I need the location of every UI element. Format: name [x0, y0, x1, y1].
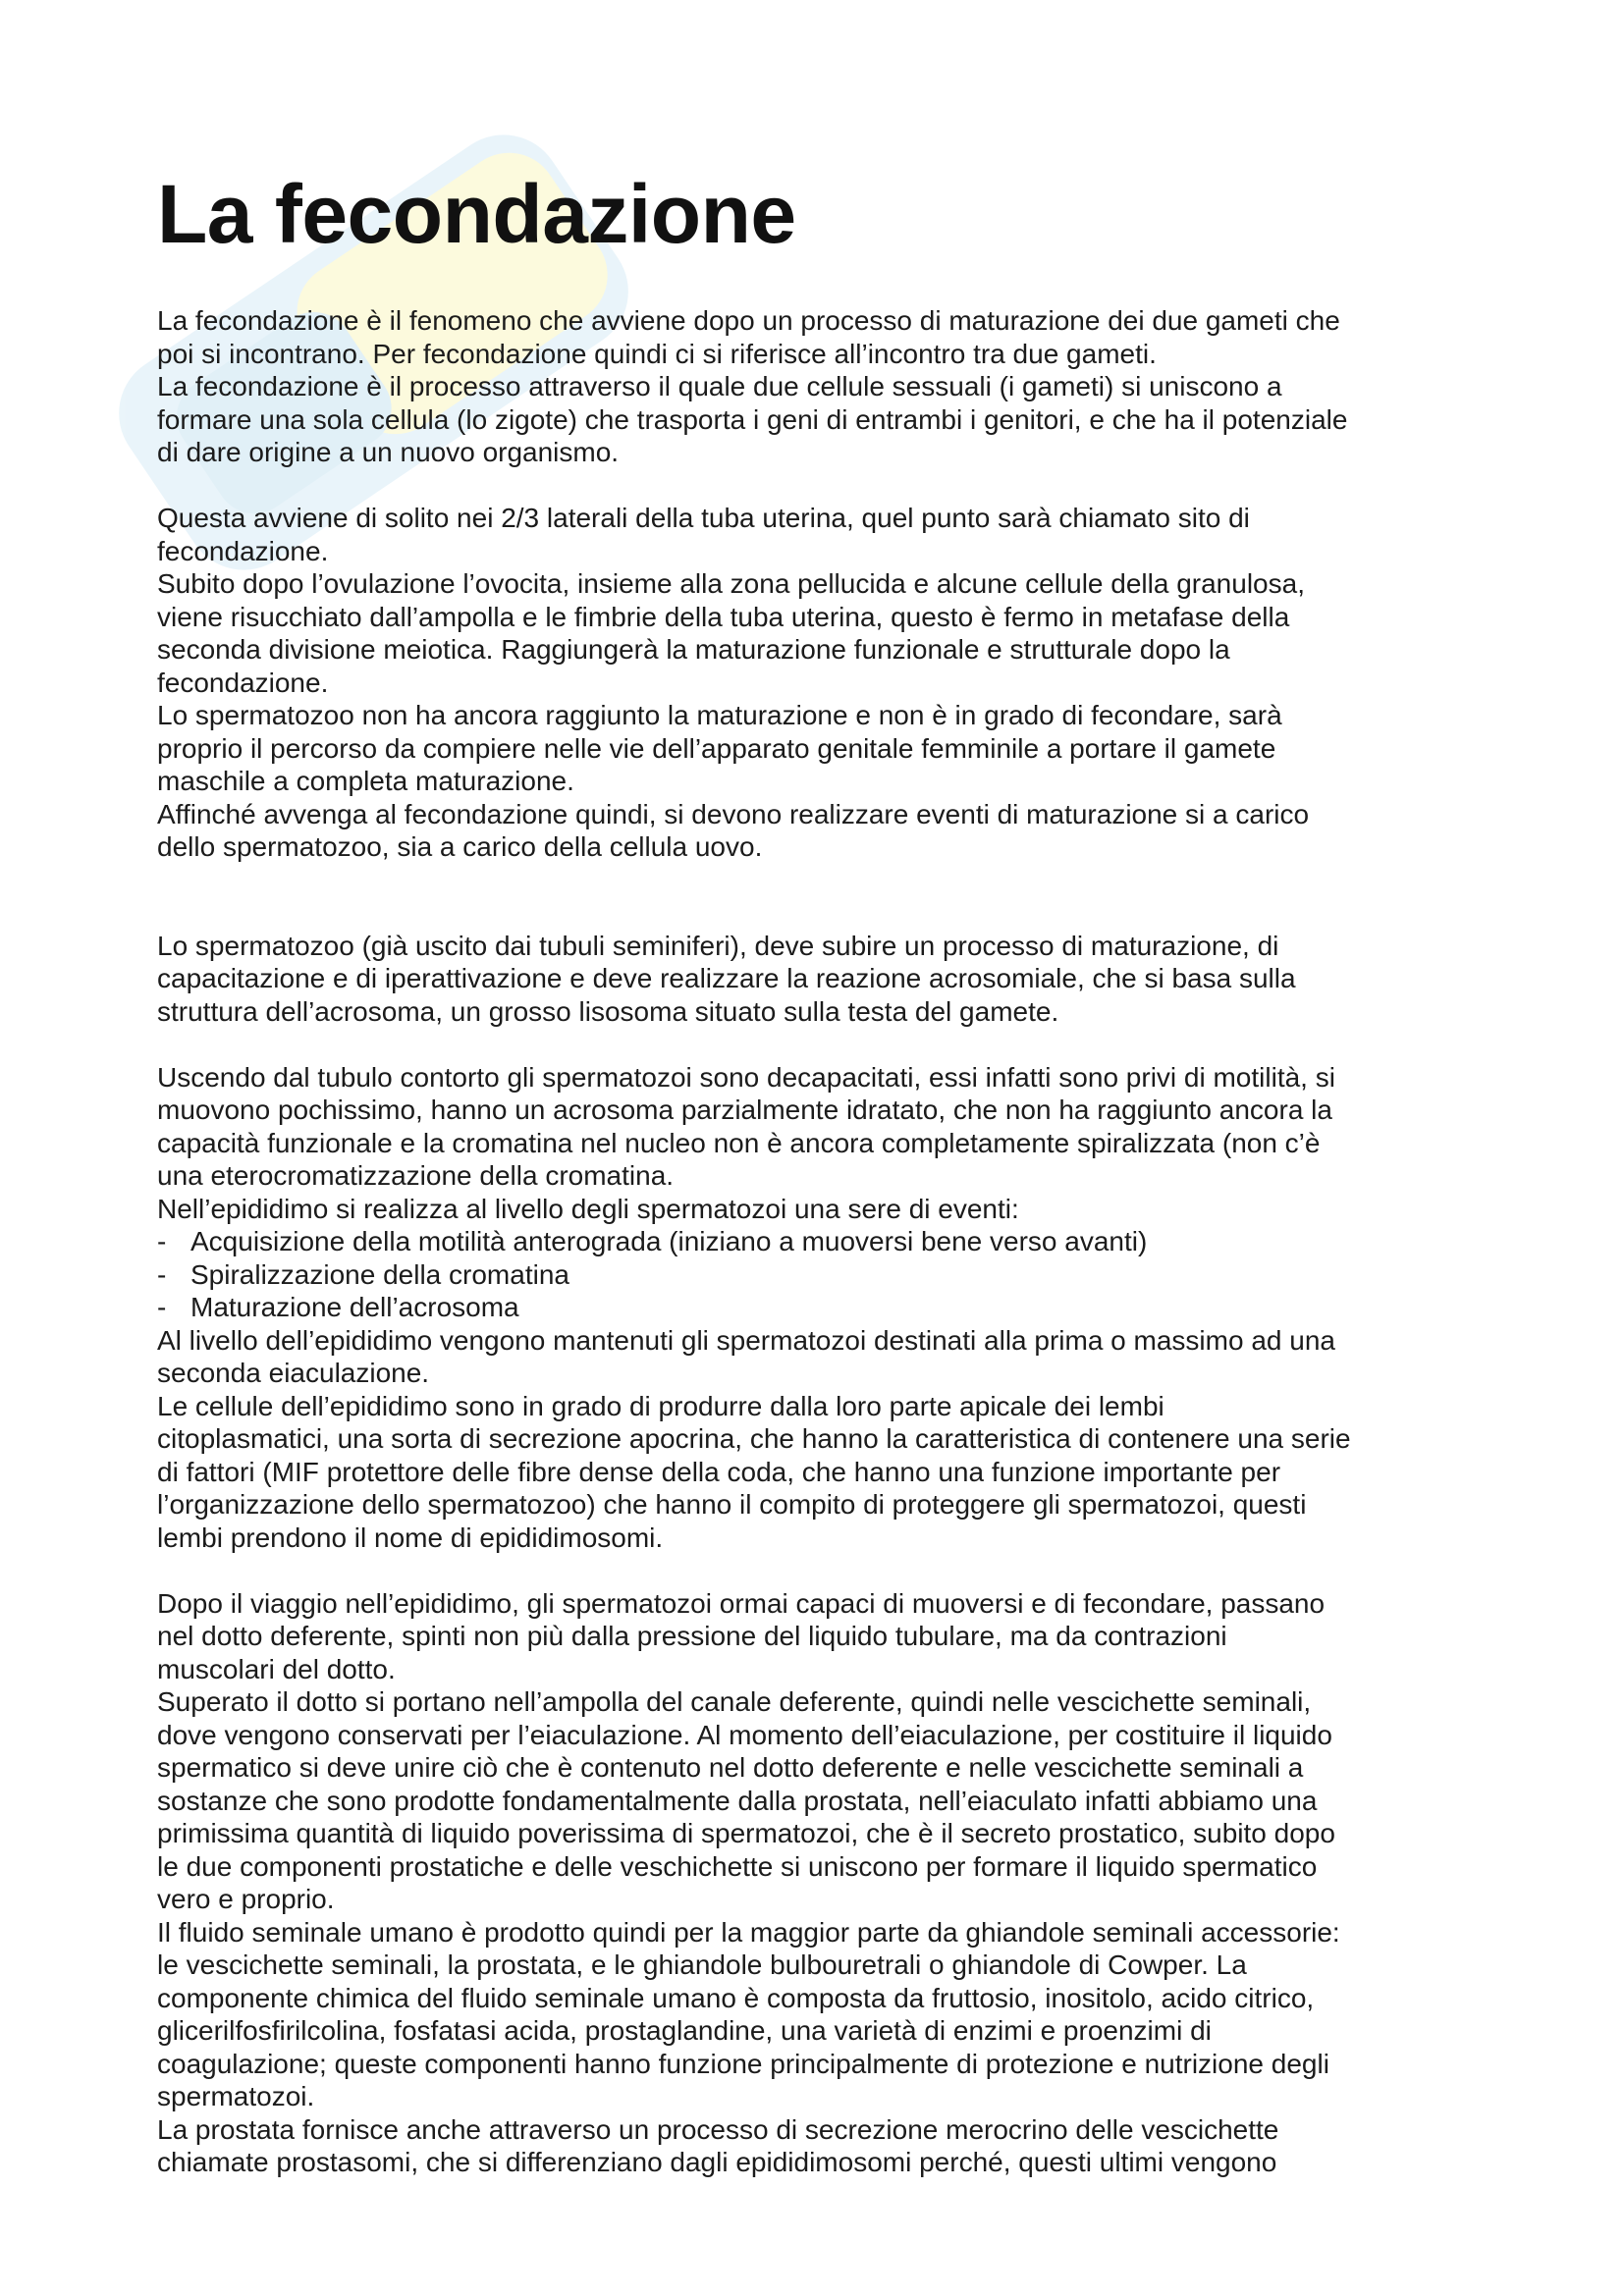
text-line: chiamate prostasomi, che si differenziano dagli epididimosomi perché, questi ultimi vengono [157, 2147, 1277, 2177]
paragraph-2 [157, 502, 1492, 864]
text-line: di dare origine a un nuovo organismo. [157, 437, 620, 467]
text-line: muovono pochissimo, hanno un acrosoma parzialmente idratato, che non ha raggiunto ancora la [157, 1095, 1332, 1125]
text-line: capacitazione e di iperattivazione e deve realizzare la reazione acrosomiale, che si basa sulla [157, 963, 1296, 993]
text-line: glicerilfosfirilcolina, fosfatasi acida, prostaglandine, una varietà di enzimi e proenzimi di [157, 2015, 1212, 2046]
list-item-text: Acquisizione della motilità anterograda (iniziano a muoversi bene verso avanti) [190, 1226, 1148, 1256]
text-line: dello spermatozoo, sia a carico della cellula uovo. [157, 831, 763, 862]
text-line: Al livello dell’epididimo vengono mantenuti gli spermatozoi destinati alla prima o massimo ad una [157, 1324, 1335, 1356]
text-line: La fecondazione è il processo attraverso il quale due cellule sessuali (i gameti) si uniscono a [157, 371, 1282, 401]
text-line: le vescichette seminali, la prostata, e le ghiandole bulbouretrali o ghiandole di Cowper. La [157, 1949, 1247, 1980]
text-line: struttura dell’acrosoma, un grosso lisosoma situato sulla testa del gamete. [157, 995, 1059, 1027]
page-title: La fecondazione [157, 168, 796, 260]
text-line: coagulazione; queste componenti hanno funzione principalmente di protezione e nutrizione degli [157, 2048, 1329, 2079]
text-line: Superato il dotto si portano nell’ampolla del canale deferente, quindi nelle vescichette seminali, [157, 1686, 1312, 1717]
text-line: vero e proprio. [157, 1884, 335, 1914]
list-item-text: Spiralizzazione della cromatina [190, 1258, 569, 1290]
text-line: citoplasmatici, una sorta di secrezione apocrina, che hanno la caratteristica di contenere una serie [157, 1423, 1351, 1454]
text-line: di fattori (MIF protettore delle fibre dense della coda, che hanno una funzione importante per [157, 1456, 1281, 1487]
list-item [157, 1258, 1492, 1292]
bullet-dash: - [157, 1226, 167, 1256]
text-line: capacità funzionale e la cromatina nel nucleo non è ancora completamente spiralizzata (non c’è [157, 1127, 1321, 1158]
bullet-dash: - [157, 1258, 167, 1290]
text-line: primissima quantità di liquido poverissima di spermatozoi, che è il secreto prostatico, subito dopo [157, 1818, 1335, 1848]
list-item [157, 1291, 1492, 1324]
bullet-list [157, 1225, 1492, 1324]
paragraph-spacer [157, 1554, 1492, 1587]
text-line: spermatico si deve unire ciò che è contenuto nel dotto deferente e nelle vescichette seminali a [157, 1752, 1304, 1783]
paragraph-1 [157, 304, 1492, 469]
text-line: dove vengono conservati per l’eiaculazione. Al momento dell’eiaculazione, per costituire il liquido [157, 1719, 1332, 1750]
text-line: formare una sola cellula (lo zigote) che trasporta i geni di entrambi i genitori, e che ha il potenziale [157, 403, 1348, 435]
paragraph-spacer [157, 1028, 1492, 1061]
paragraph-3 [157, 930, 1492, 1029]
list-item [157, 1225, 1492, 1258]
text-line: Dopo il viaggio nell’epididimo, gli spermatozoi ormai capaci di muoversi e di fecondare, passano [157, 1587, 1326, 1619]
text-line: La prostata fornisce anche attraverso un processo di secrezione merocrino delle vescichette [157, 2113, 1279, 2145]
bullet-dash: - [157, 1292, 167, 1322]
text-line: viene risucchiato dall’ampolla e le fimbrie della tuba uterina, questo è fermo in metafase della [157, 601, 1290, 632]
text-line: proprio il percorso da compiere nelle vie dell’apparato genitale femminile a portare il gamete [157, 732, 1276, 764]
text-line: le due componenti prostatiche e delle veschichette si uniscono per formare il liquido spermatico [157, 1850, 1318, 1882]
text-line: La fecondazione è il fenomeno che avviene dopo un processo di maturazione dei due gameti che [157, 305, 1340, 336]
text-line: fecondazione. [157, 667, 329, 698]
text-line: una eterocromatizzazione della cromatina. [157, 1160, 675, 1191]
paragraph-spacer [157, 864, 1492, 930]
text-line: componente chimica del fluido seminale umano è composta da fruttosio, inositolo, acido citrico, [157, 1982, 1315, 2013]
text-line: lembi prendono il nome di epididimosomi. [157, 1522, 664, 1553]
text-line: Affinché avvenga al fecondazione quindi, si devono realizzare eventi di maturazione si a carico [157, 798, 1310, 829]
text-line: Questa avviene di solito nei 2/3 laterali della tuba uterina, quel punto sarà chiamato sito di [157, 503, 1250, 533]
text-line: Il fluido seminale umano è prodotto quindi per la maggior parte da ghiandole seminali accessorie: [157, 1916, 1340, 1948]
text-line: poi si incontrano. Per fecondazione quindi ci si riferisce all’incontro tra due gameti. [157, 338, 1157, 369]
text-line: spermatozoi. [157, 2081, 315, 2111]
text-line: sostanze che sono prodotte fondamentalmente dalla prostata, nell’eiaculato infatti abbiamo una [157, 1785, 1318, 1816]
paragraph-spacer [157, 469, 1492, 503]
text-line: maschile a completa maturazione. [157, 766, 574, 796]
document-body [157, 167, 1492, 2179]
text-line: seconda divisione meiotica. Raggiungerà la maturazione funzionale e strutturale dopo la [157, 634, 1230, 665]
text-line: Lo spermatozoo (già uscito dai tubuli seminiferi), deve subire un processo di maturazione, di [157, 930, 1279, 961]
text-line: muscolari del dotto. [157, 1653, 396, 1684]
paragraph-5 [157, 1587, 1492, 2179]
text-line: Nell’epididimo si realizza al livello degli spermatozoi una sere di eventi: [157, 1193, 1019, 1224]
text-line: l’organizzazione dello spermatozoo) che hanno il compito di proteggere gli spermatozoi, questi [157, 1489, 1307, 1520]
text-line: nel dotto deferente, spinti non più dalla pressione del liquido tubulare, ma da contrazioni [157, 1621, 1227, 1651]
text-line: Lo spermatozoo non ha ancora raggiunto la maturazione e non è in grado di fecondare, sarà [157, 700, 1282, 730]
text-line: Le cellule dell’epididimo sono in grado di produrre dalla loro parte apicale dei lembi [157, 1390, 1164, 1421]
text-line: Uscendo dal tubulo contorto gli spermatozoi sono decapacitati, essi infatti sono privi di motilità, si [157, 1061, 1335, 1093]
text-line: Subito dopo l’ovulazione l’ovocita, insieme alla zona pellucida e alcune cellule della granulosa, [157, 568, 1305, 599]
text-line: seconda eiaculazione. [157, 1358, 430, 1388]
list-item-text: Maturazione dell’acrosoma [190, 1292, 519, 1322]
paragraph-4 [157, 1061, 1492, 1555]
text-line: fecondazione. [157, 535, 329, 566]
